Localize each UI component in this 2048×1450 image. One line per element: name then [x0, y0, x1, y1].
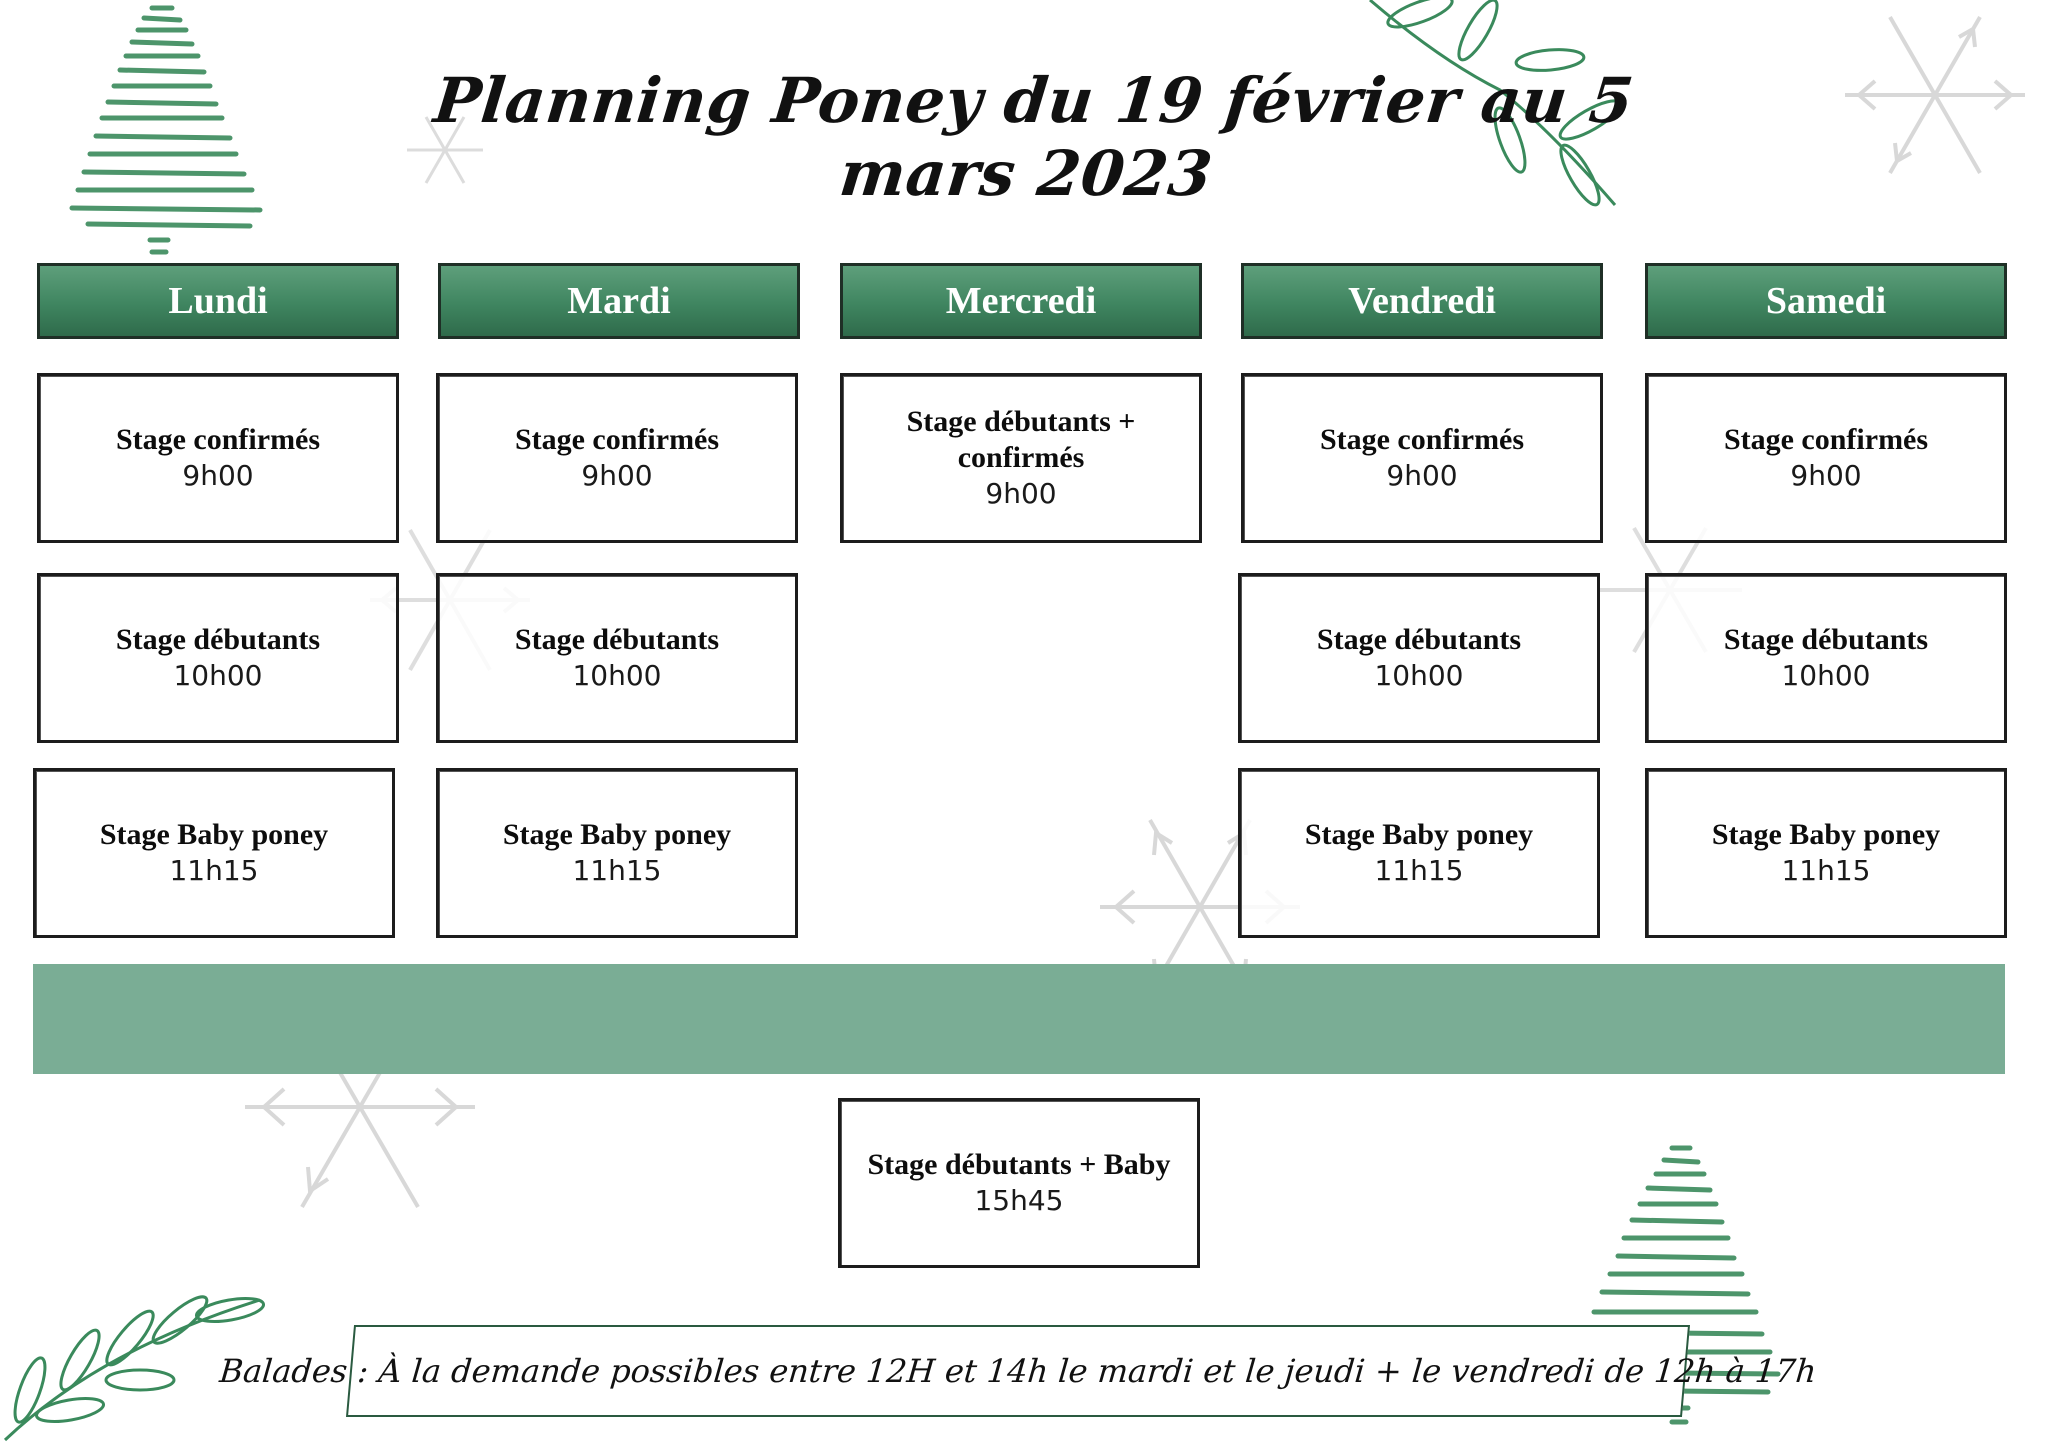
day-header-samedi: Samedi [1645, 263, 2007, 339]
day-header-mercredi: Mercredi [840, 263, 1202, 339]
slot-name: Stage débutants [1316, 623, 1522, 656]
slot-samedi-debutants [1645, 573, 2007, 743]
day-header-vendredi: Vendredi [1241, 263, 1603, 339]
slot-name: Stage débutants [115, 623, 321, 656]
slot-time: 9h00 [1386, 459, 1458, 492]
slot-time: 10h00 [173, 659, 263, 692]
slot-mercredi-debutants-confirmes [840, 373, 1202, 543]
slot-time: 11h15 [169, 854, 259, 887]
slot-name: Stage Baby poney [1304, 818, 1534, 851]
snowflake-icon [1830, 0, 2040, 200]
slot-name: Stage confirmés [514, 423, 720, 456]
slot-lundi-baby [33, 768, 395, 938]
afternoon-separator-band [33, 964, 2005, 1074]
slot-mardi-debutants [436, 573, 798, 743]
slot-name: Stage débutants [1723, 623, 1929, 656]
slot-time: 9h00 [985, 477, 1057, 510]
slot-time: 10h00 [572, 659, 662, 692]
slot-time: 11h15 [1374, 854, 1464, 887]
slot-name: Stage Baby poney [99, 818, 329, 851]
slot-mardi-baby [436, 768, 798, 938]
slot-time: 10h00 [1781, 659, 1871, 692]
slot-name: Stage débutants [514, 623, 720, 656]
slot-vendredi-confirmes [1241, 373, 1603, 543]
slot-time: 9h00 [1790, 459, 1862, 492]
slot-name: Stage débutants + Baby [867, 1148, 1171, 1181]
slot-afternoon-debutants-baby [838, 1098, 1200, 1268]
slot-name: Stage débutants + confirmés [906, 405, 1136, 474]
slot-name: Stage Baby poney [1711, 818, 1941, 851]
slot-vendredi-debutants [1238, 573, 1600, 743]
slot-time: 11h15 [572, 854, 662, 887]
day-header-mardi: Mardi [438, 263, 800, 339]
slot-name: Stage confirmés [1319, 423, 1525, 456]
slot-samedi-baby [1645, 768, 2007, 938]
slot-vendredi-baby [1238, 768, 1600, 938]
slot-time: 9h00 [182, 459, 254, 492]
page-title: Planning Poney du 19 février au 5 mars 2023 [430, 64, 1638, 210]
slot-time: 15h45 [974, 1184, 1064, 1217]
slot-lundi-debutants [37, 573, 399, 743]
slot-time: 9h00 [581, 459, 653, 492]
balades-note: Balades : À la demande possibles entre 12H et 14h le mardi et le jeudi + le vendredi de 12h à 17h [346, 1325, 1690, 1417]
slot-mardi-confirmes [436, 373, 798, 543]
slot-samedi-confirmes [1645, 373, 2007, 543]
slot-name: Stage confirmés [1723, 423, 1929, 456]
day-header-lundi: Lundi [37, 263, 399, 339]
slot-time: 11h15 [1781, 854, 1871, 887]
pine-tree-icon [40, 0, 270, 265]
slot-time: 10h00 [1374, 659, 1464, 692]
slot-name: Stage Baby poney [502, 818, 732, 851]
slot-name: Stage confirmés [115, 423, 321, 456]
slot-lundi-confirmes [37, 373, 399, 543]
